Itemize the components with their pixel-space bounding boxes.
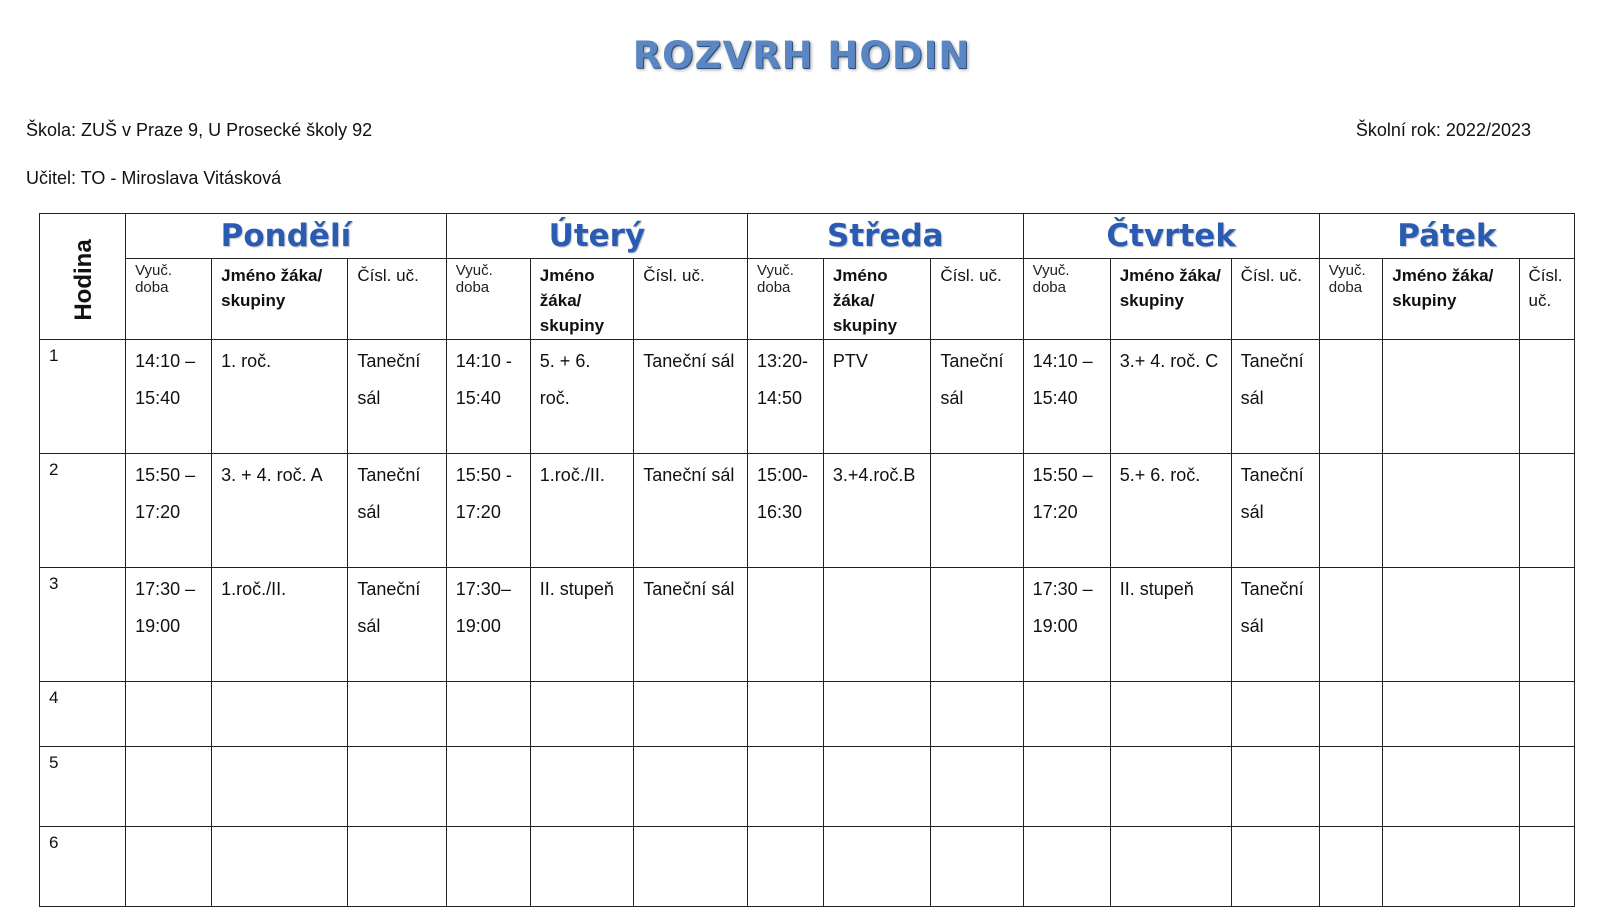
lesson-time: 17:30 – 19:00: [126, 568, 212, 682]
sub-header-time: Vyuč. doba: [446, 259, 530, 340]
lesson-time: [1023, 747, 1110, 827]
lesson-room: [931, 827, 1023, 907]
table-row: [40, 568, 1575, 682]
lesson-time: [126, 747, 212, 827]
sub-header-student: Jméno žáka/ skupiny: [530, 259, 633, 340]
lesson-time: 14:10 - 15:40: [446, 340, 530, 454]
day-header-row: [40, 214, 1575, 259]
lesson-time: [446, 827, 530, 907]
lesson-room: Taneční sál: [931, 340, 1023, 454]
lesson-time: [748, 568, 824, 682]
lesson-room: [1519, 568, 1574, 682]
lesson-group: [1383, 682, 1519, 747]
lesson-time: 13:20- 14:50: [748, 340, 824, 454]
lesson-group: [823, 827, 931, 907]
lesson-room: Taneční sál: [634, 454, 748, 568]
lesson-group: [1383, 827, 1519, 907]
lesson-time: [1319, 827, 1383, 907]
lesson-group: [530, 827, 633, 907]
lesson-group: 1.roč./II.: [530, 454, 633, 568]
sub-header-room: Čísl. uč.: [634, 259, 748, 340]
lesson-room: [1231, 827, 1319, 907]
timetable: [39, 213, 1575, 907]
lesson-time: 17:30 – 19:00: [1023, 568, 1110, 682]
hodina-header: [40, 214, 126, 340]
lesson-time: 15:50 - 17:20: [446, 454, 530, 568]
lesson-time: 15:00- 16:30: [748, 454, 824, 568]
lesson-group: 1.roč./II.: [212, 568, 348, 682]
sub-header-time: Vyuč. doba: [126, 259, 212, 340]
lesson-group: [212, 747, 348, 827]
teacher-info: Učitel: TO - Miroslava Vitásková: [26, 168, 282, 188]
sub-header-room: Čísl. uč.: [931, 259, 1023, 340]
lesson-group: 3.+4.roč.B: [823, 454, 931, 568]
lesson-group: II. stupeň: [530, 568, 633, 682]
day-header-monday: Pondělí: [126, 214, 447, 259]
lesson-number: 5: [40, 747, 126, 827]
lesson-room: Taneční sál: [1231, 340, 1319, 454]
lesson-room: [931, 568, 1023, 682]
sub-header-room: Čísl. uč.: [348, 259, 446, 340]
sub-header-student: Jméno žáka/ skupiny: [1383, 259, 1519, 340]
sub-header-room: Čísl. uč.: [1519, 259, 1574, 340]
lesson-room: [1519, 827, 1574, 907]
day-header-friday: Pátek: [1319, 214, 1574, 259]
lesson-room: [348, 747, 446, 827]
lesson-group: [1383, 568, 1519, 682]
lesson-group: [823, 682, 931, 747]
lesson-number: 3: [40, 568, 126, 682]
lesson-room: Taneční sál: [348, 454, 446, 568]
lesson-time: 15:50 – 17:20: [1023, 454, 1110, 568]
lesson-room: [1231, 682, 1319, 747]
lesson-room: [1519, 340, 1574, 454]
lesson-time: [1319, 682, 1383, 747]
lesson-time: [1023, 827, 1110, 907]
table-row: [40, 682, 1575, 747]
lesson-group: [1110, 827, 1231, 907]
lesson-room: [348, 827, 446, 907]
school-year: Školní rok: 2022/2023: [1355, 120, 1531, 140]
lesson-time: [126, 827, 212, 907]
lesson-room: [931, 747, 1023, 827]
lesson-time: [1023, 682, 1110, 747]
lesson-room: Taneční sál: [1231, 454, 1319, 568]
lesson-number: 4: [40, 682, 126, 747]
lesson-group: [1110, 747, 1231, 827]
lesson-room: Taneční sál: [1231, 568, 1319, 682]
lesson-room: [1231, 747, 1319, 827]
lesson-room: Taneční sál: [348, 340, 446, 454]
lesson-group: [1383, 454, 1519, 568]
lesson-group: [212, 827, 348, 907]
table-row: [40, 454, 1575, 568]
sub-header-time: Vyuč. doba: [748, 259, 824, 340]
sub-header-student: Jméno žáka/ skupiny: [212, 259, 348, 340]
lesson-group: [823, 568, 931, 682]
lesson-time: 17:30– 19:00: [446, 568, 530, 682]
school-info: Škola: ZUŠ v Praze 9, U Prosecké školy 92: [26, 120, 373, 140]
day-header-thursday: Čtvrtek: [1023, 214, 1319, 259]
lesson-room: [931, 454, 1023, 568]
sub-header-student: Jméno žáka/ skupiny: [823, 259, 931, 340]
lesson-room: [348, 682, 446, 747]
lesson-room: [1519, 747, 1574, 827]
lesson-group: PTV: [823, 340, 931, 454]
lesson-time: 14:10 – 15:40: [126, 340, 212, 454]
lesson-group: [1383, 340, 1519, 454]
lesson-room: [634, 747, 748, 827]
sub-header-time: Vyuč. doba: [1319, 259, 1383, 340]
table-row: [40, 827, 1575, 907]
lesson-group: [212, 682, 348, 747]
sub-header-row: [40, 259, 1575, 340]
lesson-number: 1: [40, 340, 126, 454]
lesson-group: [823, 747, 931, 827]
sub-header-time: Vyuč. doba: [1023, 259, 1110, 340]
lesson-time: [748, 682, 824, 747]
lesson-group: 5. + 6. roč.: [530, 340, 633, 454]
lesson-time: [748, 747, 824, 827]
lesson-time: [1319, 454, 1383, 568]
day-header-tuesday: Úterý: [446, 214, 747, 259]
lesson-time: 15:50 – 17:20: [126, 454, 212, 568]
lesson-room: [634, 827, 748, 907]
day-header-wednesday: Středa: [748, 214, 1024, 259]
lesson-number: 2: [40, 454, 126, 568]
lesson-time: [446, 682, 530, 747]
lesson-group: [1110, 682, 1231, 747]
lesson-room: [1519, 454, 1574, 568]
lesson-room: [1519, 682, 1574, 747]
lesson-group: 3.+ 4. roč. C: [1110, 340, 1231, 454]
lesson-group: 5.+ 6. roč.: [1110, 454, 1231, 568]
hodina-label: Hodina: [70, 239, 97, 321]
lesson-time: 14:10 – 15:40: [1023, 340, 1110, 454]
lesson-room: [634, 682, 748, 747]
table-row: [40, 340, 1575, 454]
lesson-group: 3. + 4. roč. A: [212, 454, 348, 568]
lesson-time: [126, 682, 212, 747]
lesson-group: [1383, 747, 1519, 827]
sub-header-room: Čísl. uč.: [1231, 259, 1319, 340]
lesson-group: II. stupeň: [1110, 568, 1231, 682]
page-title: ROZVRH HODIN: [632, 34, 971, 77]
lesson-time: [1319, 568, 1383, 682]
lesson-room: Taneční sál: [348, 568, 446, 682]
lesson-number: 6: [40, 827, 126, 907]
lesson-time: [1319, 747, 1383, 827]
lesson-group: [530, 747, 633, 827]
lesson-group: 1. roč.: [212, 340, 348, 454]
lesson-room: [931, 682, 1023, 747]
lesson-time: [1319, 340, 1383, 454]
lesson-room: Taneční sál: [634, 568, 748, 682]
lesson-time: [446, 747, 530, 827]
table-row: [40, 747, 1575, 827]
lesson-room: Taneční sál: [634, 340, 748, 454]
sub-header-student: Jméno žáka/ skupiny: [1110, 259, 1231, 340]
lesson-group: [530, 682, 633, 747]
lesson-time: [748, 827, 824, 907]
